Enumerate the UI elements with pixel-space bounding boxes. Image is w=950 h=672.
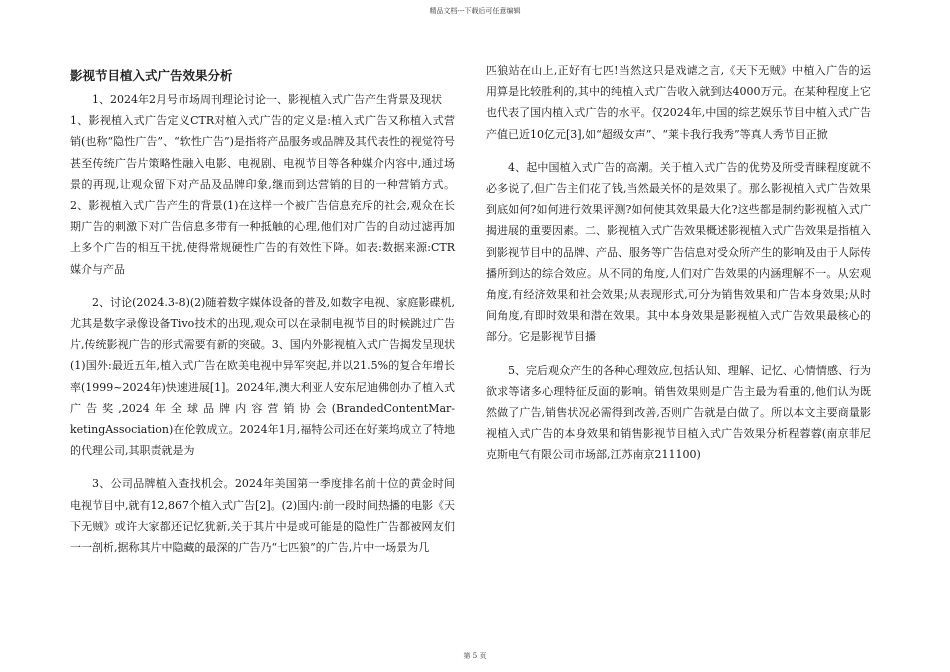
- left-column: [70, 60, 455, 558]
- paragraph-company-brand: 3、公司品牌植入查找机会。2024年美国第一季度排名前十位的黄金时间电视节目中,就有12,867个植入式广告[2]。(2)国内:前一段时间热播的电影《天下无贼》或许大家都还记忆犹新,关于其片中是或可能是的隐性广告都被网友们一一剖析,据称其片中隐藏的最深的广告乃“七匹狼”的广告,片中一场景为几: [70, 477, 455, 555]
- paragraph-psychology: 5、完后观众产生的各种心理效应,包括认知、理解、记忆、心情情感、行为欲求等诸多心理特征反面的影响。销售效果则是广告主最为看重的,他们认为既然做了广告,销售状况必需得到改善,否则广告就是白做了。所以本文主要商量影视植入式广告的本身效果和销售影视节目植入式广告效果分析程蓉蓉(南京菲尼克斯电气有限公司市场部,江苏南京211100): [486, 363, 871, 462]
- page-header: 精品文档---下载后可任意编辑: [429, 7, 521, 15]
- right-column: [486, 60, 871, 466]
- paragraph-discussion: 2、讨论(2024.3-8)(2)随着数字媒体设备的普及,如数字电视、家庭影碟机,尤其是数字录像设备Tivo技术的出现,观众可以在录制电视节目的时候跳过广告片,传统影视广告的形式需要有新的突破。3、国内外影视植入式广告揭发呈现状(1)国外:最近五年,植入式广告在欧美电视中异军突起,并以21.5%的复合年增长率(1999~2024年)快速进展[1]。2024年,澳大利亚人安东尼迪佛创办了植入式广告奖,2024年全球品牌内容营销协会(BrandedContentMar-ketingAssociation)在伦敦成立。2024年1月,福特公司还在好莱坞成立了特地的代理公司,其职责就是为: [70, 295, 455, 458]
- paragraph-intro: 1、2024年2月号市场周刊理论讨论一、影视植入式广告产生背景及现状: [92, 93, 442, 106]
- page-number: 第 5 页: [463, 652, 487, 660]
- paragraph-continued: 匹狼站在山上,正好有七匹!当然这只是戏谑之言,《天下无贼》中植入广告的运用算是比较胜利的,其中的纯植入式广告收入就到达4000万元。在某种程度上它也代表了国内植入式广告的水平。仅2024年,中国的综艺娱乐节目中植入式广告产值已近10亿元[3],如“超级女声”、“莱卡我行我秀”等真人秀节目正掀: [486, 64, 871, 141]
- article-title: 影视节目植入式广告效果分析: [70, 68, 233, 83]
- paragraph-effect-overview: 4、起中国植入式广告的高潮。关于植入式广告的优势及所受青睐程度就不必多说了,但广告主们花了钱,当然最关怀的是效果了。那么影视植入式广告效果到底如何?如何进行效果评测?如何使其效果最大化?这些都是制约影视植入式广揭进展的重要因素。二、影视植入式广告效果概述影视植入式广告效果是指植入到影视节目中的品牌、产品、服务等广告信息对受众所产生的影响及由于人际传播所到达的综合效应。从不同的角度,人们对广告效果的内涵理解不一。从宏观角度,有经济效果和社会效果;从表现形式,可分为销售效果和广告本身效果;从时间角度,有即时效果和潜在效果。其中本身效果是影视植入式广告效果最核心的部分。它是影视节目播: [486, 160, 871, 344]
- paragraph-definition: 1、影视植入式广告定义CTR对植入式广告的定义是:植入式广告又称植入式营销(也称“隐性广告”、“软性广告”)是指将产品服务或品牌及其代表性的视觉符号甚至传统广告片策略性融入电影、电视剧、电视节目等各种媒介内容中,通过场景的再现,让观众留下对产品及品牌印象,继而到达营销的目的一种营销方式。2、影视植入式广告产生的背景(1)在这样一个被广告信息充斥的社会,观众在长期广告的刺激下对广告信息多带有一种抵触的心理,他们对广告的自动过滤再加上多个广告的相互干扰,使得常规硬性广告的有效性下降。如表:数据来源:CTR媒介与产品: [70, 114, 455, 276]
